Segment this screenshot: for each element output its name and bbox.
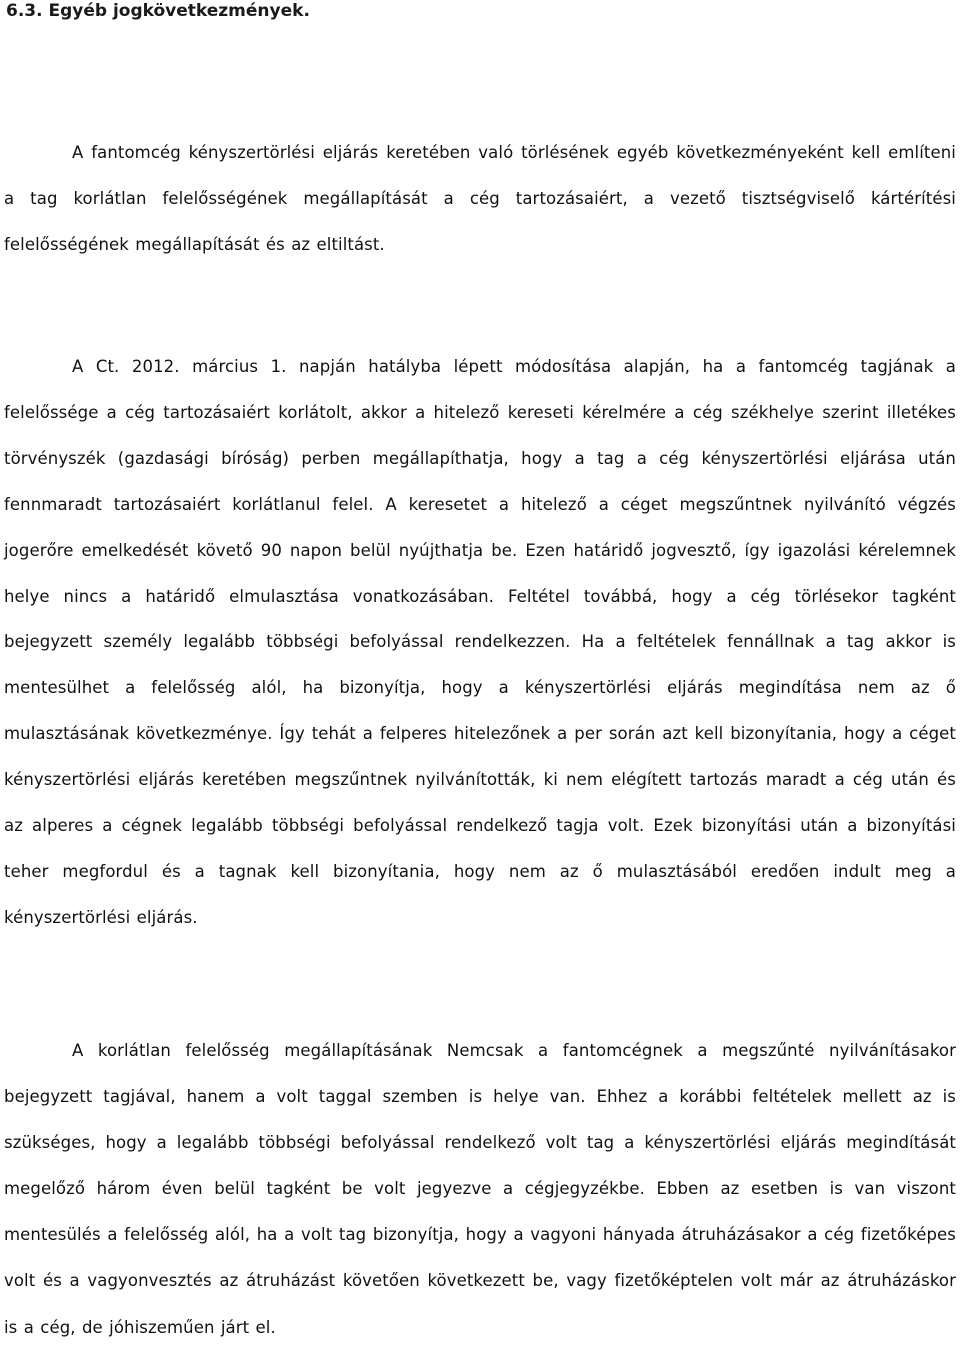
paragraph-other-consequences: A fantomcég kényszertörlési eljárás keretében való törlésének egyéb következményeként kell említeni a tag korlátlan felelősségének megállapítását a cég tartozásaiért, a vezető tisztségviselő kártérítési felelősségének megállapítását és az eltiltást.	[4, 143, 956, 254]
section-heading: 6.3. Egyéb jogkövetkezmények.	[6, 1, 310, 21]
paragraph-former-member-liability: A korlátlan felelősség megállapításának Nemcsak a fantomcégnek a megszűnté nyilvánításakor bejegyzett tagjával, hanem a volt taggal szemben is helye van. Ehhez a korábbi feltételek mellett az is szükséges, hogy a legalább többségi befolyással rendelkező volt tag a kényszertörlési eljárás megindítását megelőző három éven belül tagként be volt jegyezve a cégjegyzékbe. Ebben az esetben is van viszont mentesülés a felelősség alól, ha a volt tag bizonyítja, hogy a vagyoni hányada átruházásakor a cég fizetőképes volt és a vagyonvesztés az átruházást követően következett be, vagy fizetőképtelen volt már az átruházáskor is a cég, de jóhiszeműen járt el.	[4, 1041, 956, 1337]
paragraph-member-liability: A Ct. 2012. március 1. napján hatályba lépett módosítása alapján, ha a fantomcég tagjának a felelőssége a cég tartozásaiért korlátolt, akkor a hitelező kereseti kérelmére a cég székhelye szerint illetékes törvényszék (gazdasági bíróság) perben megállapíthatja, hogy a tag a cég kényszertörlési eljárása után fennmaradt tartozásaiért korlátlanul felel. A keresetet a hitelező a céget megszűntnek nyilvánító végzés jogerőre emelkedését követő 90 napon belül nyújthatja be. Ezen határidő jogvesztő, így igazolási kérelemnek helye nincs a határidő elmulasztása vonatkozásában. Feltétel továbbá, hogy a cég törlésekor tagként bejegyzett személy legalább többségi befolyással rendelkezzen. Ha a feltételek fennállnak a tag akkor is mentesülhet a felelősség alól, ha bizonyítja, hogy a kényszertörlési eljárás megindítása nem az ő mulasztásának következménye. Így tehát a felperes hitelezőnek a per során azt kell bizonyítania, hogy a céget kényszertörlési eljárás keretében megszűntnek nyilvánították, ki nem elégített tartozás maradt a cég után és az alperes a cégnek legalább többségi befolyással rendelkező tagja volt. Ezek bizonyítási után a bizonyítási teher megfordul és a tagnak kell bizonyítania, hogy nem az ő mulasztásából eredően indult meg a kényszertörlési eljárás.	[4, 357, 956, 927]
